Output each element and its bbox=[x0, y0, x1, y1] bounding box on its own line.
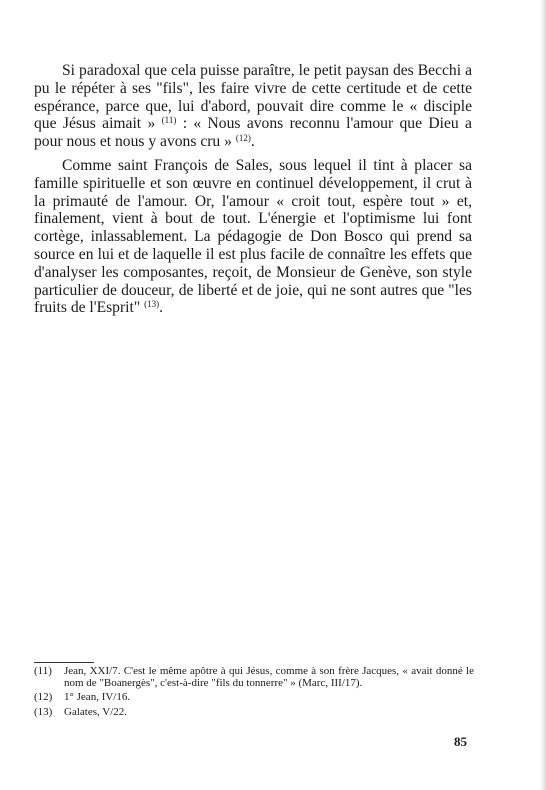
footnote-11 bbox=[34, 666, 474, 689]
footnote-13 bbox=[34, 707, 474, 719]
paragraph-1-text-c: . bbox=[250, 133, 255, 151]
footnote-ref-12: (12) bbox=[235, 133, 251, 144]
footnote-separator bbox=[34, 662, 94, 663]
page-number: 85 bbox=[454, 734, 467, 749]
footnote-text: Jean, XXI/7. C'est le même apôtre à qui Jésus, comme à son frère Jacques, « avait donné le nom de "Boanergès", c'est-à-dire "fils du tonnerre" » (Marc, III/17). bbox=[64, 665, 474, 689]
body-paragraph-2 bbox=[34, 157, 472, 317]
footnote-number: (11) bbox=[34, 665, 52, 677]
footnote-ref-13: (13) bbox=[144, 299, 160, 310]
footnotes bbox=[34, 666, 474, 721]
paragraph-2-text-a: Comme saint François de Sales, sous lequel il tint à placer sa famille spirituelle et son œuvre en continuel développement, il crut à la primauté de l'amour. Or, l'amour « croit tout, espère tout » et, finalement, vient à bout de tout. L'énergie et l'optimisme lui font cortège, inlassablement. La pédagogie de Don Bosco qui prend sa source en lui et de laquelle il est plus facile de connaître les effets que d'analyser les composantes, reçoit, de Monsieur de Genève, son style particulier de douceur, de liberté et de joie, qui ne sont autres que "les fruits de l'Esprit" bbox=[34, 157, 472, 317]
footnote-number: (13) bbox=[34, 705, 53, 718]
page-edge-shadow bbox=[540, 0, 546, 790]
footnote-text: Galates, V/22. bbox=[64, 705, 128, 718]
paragraph-1-text-a: Si paradoxal que cela puisse paraître, le petit paysan des Becchi a pu le répéter à ses "fils", les faire vivre de cette certitude et de cette espérance, parce que, lui d'abord, pouvait dire comme le « disciple que Jésus aimait » bbox=[34, 62, 472, 133]
body-paragraph-1 bbox=[34, 62, 472, 151]
footnote-ref-11: (11) bbox=[161, 115, 177, 126]
paragraph-1-text-b: : « Nous avons reconnu l'amour que Dieu a pour nous et nous y avons cru » bbox=[34, 115, 472, 151]
paragraph-2-text-b: . bbox=[159, 299, 163, 317]
footnote-number: (12) bbox=[34, 691, 53, 703]
footnote-12 bbox=[34, 692, 474, 704]
footnote-text: 1° Jean, IV/16. bbox=[64, 691, 131, 703]
